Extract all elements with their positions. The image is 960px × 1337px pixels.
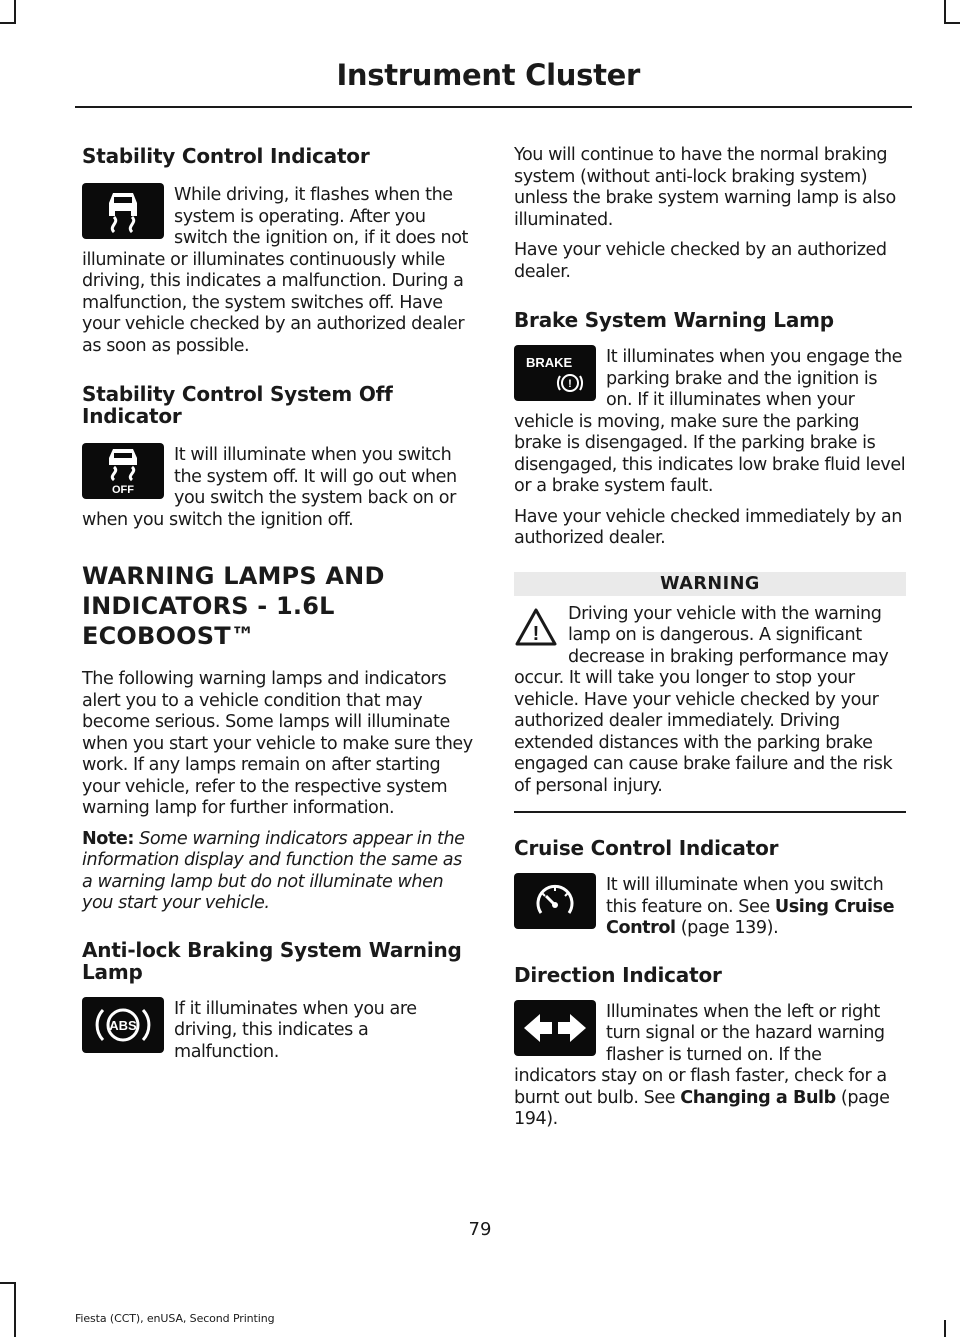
crop-mark [0, 22, 16, 24]
crop-mark [14, 1282, 16, 1337]
stability-off-body: It will illuminate when you switch the system off. It will go out when you switch the system back on or when you switch the ignition off. [82, 445, 457, 530]
left-column [82, 145, 474, 1063]
brake-heading: Brake System Warning Lamp [514, 308, 834, 332]
crop-mark [0, 1282, 16, 1284]
stability-control-off-icon [82, 443, 164, 499]
speedometer-icon [514, 873, 596, 929]
warning-label: WARNING [514, 572, 906, 596]
direction-body-post: (page 194). [514, 1087, 890, 1129]
warning-triangle-icon [514, 606, 558, 650]
stability-control-icon [82, 183, 164, 239]
direction-heading: Direction Indicator [514, 962, 722, 987]
brake-body: It illuminates when you engage the parking brake and the ignition is on. If it illuminates when your vehicle is moving, make sure the parking brake is disengaged. If the parking brake is disengaged, this indicates low brake fluid level or a brake system fault. [514, 347, 906, 496]
stability-off-heading: Stability Control System Off Indicator [82, 382, 393, 428]
cruise-body-post: (page 139). [675, 918, 779, 938]
section-note [82, 829, 474, 915]
right-column [514, 145, 906, 1131]
abs-icon [82, 997, 164, 1053]
direction-link[interactable]: Changing a Bulb [680, 1087, 836, 1108]
cruise-link[interactable]: Using Cruise Control [606, 896, 895, 938]
warning-body: Driving your vehicle with the warning lamp on is dangerous. A significant decrease in braking performance may occur. It will take you longer to stop your vehicle. Have your vehicle checked by your authorized dealer immediately. Driving extended distances with the parking brake engaged can cause brake failure and the risk of personal injury. [514, 603, 893, 796]
crop-mark [944, 0, 946, 22]
section-title-line2: INDICATORS - 1.6L [82, 592, 335, 620]
dealer-text: Have your vehicle checked by an authorized dealer. [514, 240, 887, 282]
brake-icon-mark: ! [568, 378, 572, 390]
abs-body: If it illuminates when you are driving, this indicates a malfunction. [174, 998, 417, 1062]
crop-mark [14, 0, 16, 22]
note-label: Note: [82, 828, 134, 849]
crop-mark [944, 1320, 946, 1337]
brake-warning-icon [514, 345, 596, 401]
stability-body: While driving, it flashes when the system is operating. After you switch the ignition on, if it does not illuminate or illuminates continuously while driving, this indicates a malfunction. During a malfunction, the system switches off. Have your vehicle checked by an authorized dealer as soon as possible. [82, 185, 468, 356]
section-title-line3: ECOBOOST™ [82, 622, 255, 650]
abs-icon-label: ABS [109, 1017, 137, 1033]
footer-text: Fiesta (CCT), enUSA, Second Printing [75, 1312, 275, 1325]
cruise-body-pre: It will illuminate when you switch this feature on. See [606, 875, 884, 917]
stability-off-icon-label: OFF [112, 484, 134, 495]
abs-heading: Anti-lock Braking System Warning Lamp [82, 937, 462, 984]
note-text: Some warning indicators appear in the information display and function the same as a warning lamp but do not illuminate when you start your vehicle. [82, 828, 465, 913]
continue-text: You will continue to have the normal braking system (without anti-lock braking system) unless the brake system warning lamp is also illuminated. [514, 145, 896, 230]
turn-signal-arrows-icon [514, 1000, 596, 1056]
cruise-heading: Cruise Control Indicator [514, 836, 779, 860]
crop-mark [944, 22, 960, 24]
warning-icon-mark: ! [532, 622, 540, 645]
direction-body-pre: Illuminates when the left or right turn signal or the hazard warning flasher is turned on. If the indicators stay on or flash faster, check for a burnt out bulb. See [514, 1001, 887, 1108]
brake-dealer: Have your vehicle checked immediately by an authorized dealer. [514, 506, 902, 548]
stability-heading: Stability Control Indicator [82, 144, 370, 168]
section-intro: The following warning lamps and indicators alert you to a vehicle condition that may become serious. Some lamps will illuminate when you start your vehicle to make sure they work. If any lamps remain on after starting your vehicle, refer to the respective system warning lamp for further information. [82, 669, 473, 818]
page-number: 79 [468, 1219, 492, 1240]
brake-icon-label: BRAKE [526, 355, 573, 370]
page-title: Instrument Cluster [336, 58, 640, 92]
header-divider [75, 106, 912, 108]
section-title-line1: WARNING LAMPS AND [82, 562, 385, 590]
